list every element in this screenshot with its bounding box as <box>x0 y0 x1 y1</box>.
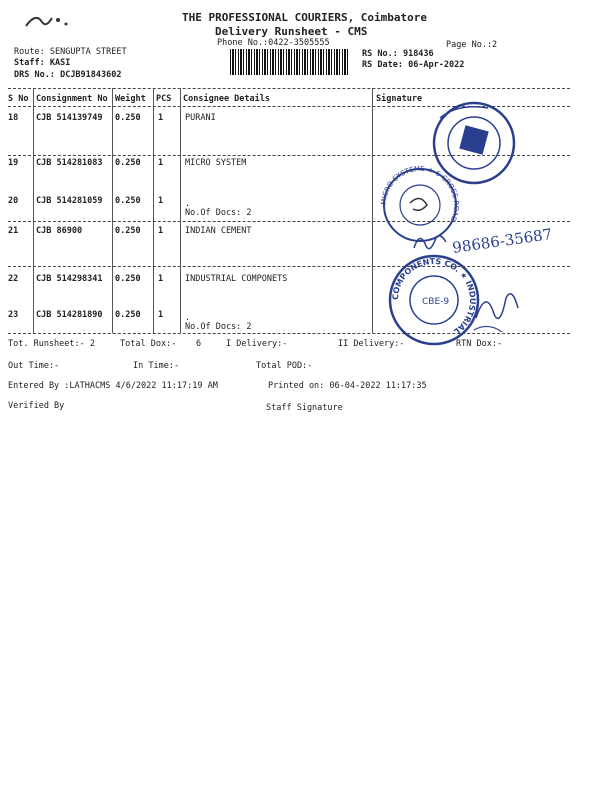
route-value: SENGUPTA STREET <box>49 47 127 57</box>
page-number: Page No.:2 <box>446 40 498 50</box>
row-docs-note: No.Of Docs: 2 <box>185 322 252 332</box>
row-pcs: 1 <box>158 196 164 206</box>
in-time: In Time:- <box>133 361 180 371</box>
row-weight: 0.250 <box>115 226 141 236</box>
signature-scribble <box>410 228 450 258</box>
rs-number-value: 918436 <box>402 49 434 59</box>
micro-stamp-ring-text: MICRO SYSTEMS ★ 6-CROSS ROAD <box>379 165 461 223</box>
row-rule <box>8 221 570 222</box>
signature-scribble <box>466 278 526 338</box>
column-header-pcs: PCS <box>156 94 172 104</box>
phone-handwriting: 98686-35687 <box>451 225 554 257</box>
row-consignment: CJB 514281083 <box>36 158 103 168</box>
svg-text:MICRO SYSTEMS ★ 6-CROSS ROAD <box>380 165 460 223</box>
out-time: Out Time:- <box>8 361 60 371</box>
column-divider <box>180 88 181 333</box>
rs-date-field <box>362 60 464 70</box>
row-pcs: 1 <box>158 274 164 284</box>
row-weight: 0.250 <box>115 158 141 168</box>
table-top-rule <box>8 88 570 89</box>
column-divider <box>33 88 34 333</box>
row-consignee: . <box>185 199 191 209</box>
components-stamp-center: CBE-9 <box>422 297 450 307</box>
row-sno: 23 <box>8 310 19 320</box>
route-field <box>14 47 127 57</box>
staff-label: Staff: <box>14 58 45 68</box>
row-consignee: MICRO SYSTEM <box>185 158 247 168</box>
row-docs-note: No.Of Docs: 2 <box>185 208 252 218</box>
row-sno: 20 <box>8 196 19 206</box>
total-pod: Total POD:- <box>256 361 313 371</box>
staff-value: KASI <box>49 58 71 68</box>
row-sno: 18 <box>8 113 19 123</box>
column-header-consignment: Consignment No <box>36 94 108 104</box>
route-label: Route: <box>14 47 45 57</box>
total-dox-value: 6 <box>196 339 202 349</box>
row-pcs: 1 <box>158 226 164 236</box>
row-rule <box>8 266 570 267</box>
document-title: Delivery Runsheet - CMS <box>215 25 368 38</box>
barcode <box>230 49 348 75</box>
row-sno: 21 <box>8 226 19 236</box>
company-logo <box>22 8 72 34</box>
row-consignment: CJB 86900 <box>36 226 83 236</box>
row-consignment: CJB 514281059 <box>36 196 103 206</box>
tot-runsheet: Tot. Runsheet:- 2 <box>8 339 95 349</box>
row-consignee: PURANI <box>185 113 216 123</box>
rs-number-field <box>362 49 434 59</box>
ii-delivery: II Delivery:- <box>338 339 405 349</box>
row-pcs: 1 <box>158 113 164 123</box>
total-dox-label: Total Dox:- <box>120 339 177 349</box>
column-header-consignee: Consignee Details <box>183 94 270 104</box>
row-weight: 0.250 <box>115 196 141 206</box>
row-weight: 0.250 <box>115 310 141 320</box>
printed-on: Printed on: 06-04-2022 11:17:35 <box>268 381 427 391</box>
row-consignee: . <box>185 313 191 323</box>
row-weight: 0.250 <box>115 113 141 123</box>
rs-date-label: RS Date: <box>362 60 403 70</box>
row-sno: 22 <box>8 274 19 284</box>
column-header-weight: Weight <box>115 94 146 104</box>
column-header-sno: S No <box>8 94 29 104</box>
row-consignment: CJB 514281890 <box>36 310 103 320</box>
row-consignee: INDIAN CEMENT <box>185 226 252 236</box>
i-delivery: I Delivery:- <box>226 339 288 349</box>
column-divider <box>153 88 154 333</box>
row-consignment: CJB 514139749 <box>36 113 103 123</box>
staff-field <box>14 58 70 68</box>
row-weight: 0.250 <box>115 274 141 284</box>
rs-number-label: RS No.: <box>362 49 398 59</box>
row-sno: 19 <box>8 158 19 168</box>
drs-field <box>14 70 122 80</box>
verified-by: Verified By <box>8 401 65 411</box>
row-consignment: CJB 514298341 <box>36 274 103 284</box>
row-pcs: 1 <box>158 158 164 168</box>
company-name: THE PROFESSIONAL COURIERS, Coimbatore <box>182 11 428 24</box>
row-pcs: 1 <box>158 310 164 320</box>
drs-value: DCJB91843602 <box>60 70 122 80</box>
entered-by: Entered By :LATHACMS 4/6/2022 11:17:19 AM <box>8 381 218 391</box>
row-consignee: INDUSTRIAL COMPONETS <box>185 274 288 284</box>
column-header-signature: Signature <box>376 94 423 104</box>
staff-signature: Staff Signature <box>266 403 343 413</box>
rtn-dox: RTN Dox:- <box>456 339 503 349</box>
phone-number: Phone No.:0422-3505555 <box>217 38 330 48</box>
drs-label: DRS No.: <box>14 70 55 80</box>
components-stamp-ring-text: COMPONENTS CO. ★ INDUSTRIAL <box>390 256 478 337</box>
column-divider <box>112 88 113 333</box>
rs-date-value: 06-Apr-2022 <box>408 60 465 70</box>
